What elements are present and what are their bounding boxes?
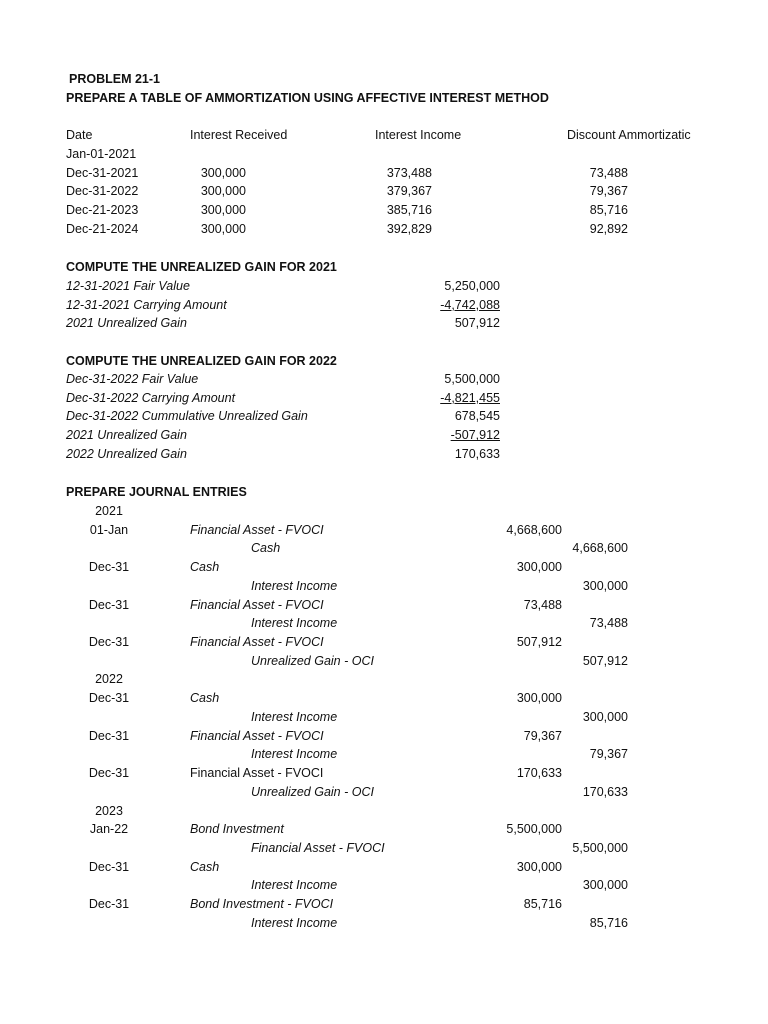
amort-received-cell: 300,000	[200, 203, 246, 218]
journal-row	[0, 876, 768, 895]
journal-debit-account: Financial Asset - FVOCI	[190, 728, 324, 743]
journal-credit-account: Interest Income	[251, 915, 338, 930]
journal-row	[0, 558, 768, 577]
amort-header-income: Interest Income	[375, 128, 462, 142]
journal-row	[0, 652, 768, 671]
table-row	[0, 426, 768, 445]
table-row	[0, 389, 768, 408]
journal-credit-amount: 507,912	[582, 653, 628, 668]
amort-received-cell: 300,000	[200, 221, 246, 236]
journal-row	[0, 539, 768, 558]
gain-value-cell: -4,742,088	[440, 297, 500, 312]
journal-row	[0, 633, 768, 652]
gain-label-cell: Dec-31-2022 Carrying Amount	[66, 390, 236, 405]
journal-row	[0, 895, 768, 914]
journal-credit-account: Interest Income	[251, 578, 338, 593]
journal-date-cell: Dec-31	[88, 635, 130, 650]
table-row	[0, 314, 768, 333]
journal-date-cell: 2023	[95, 803, 123, 818]
journal-row	[0, 783, 768, 802]
journal-debit-account: Financial Asset - FVOCI	[190, 766, 324, 781]
journal-date-cell: 2021	[95, 504, 123, 518]
journal-debit-account: Cash	[190, 560, 220, 575]
journal-row	[0, 689, 768, 708]
amort-header-discount: Discount Ammortizatic	[567, 128, 691, 142]
journal-credit-amount: 4,668,600	[572, 541, 628, 556]
journal-debit-account: Bond Investment - FVOCI	[190, 897, 334, 912]
journal-row	[0, 745, 768, 764]
table-row	[0, 296, 768, 315]
journal-date-cell: 01-Jan	[89, 522, 129, 537]
amort-header-date: Date	[66, 128, 93, 142]
gain-label-cell: 12-31-2021 Carrying Amount	[66, 297, 227, 312]
gain-label-cell: 2021 Unrealized Gain	[66, 316, 187, 331]
journal-date-cell: Jan-22	[89, 822, 129, 837]
journal-row	[0, 596, 768, 615]
journal-debit-amount: 300,000	[516, 859, 562, 874]
journal-date-cell: Dec-31	[88, 859, 130, 874]
amort-discount-cell: 92,892	[589, 221, 628, 236]
journal-credit-amount: 300,000	[582, 709, 628, 724]
journal-credit-amount: 85,716	[589, 915, 628, 930]
journal-debit-account: Financial Asset - FVOCI	[190, 635, 324, 650]
journal-credit-account: Interest Income	[251, 709, 338, 724]
table-row	[0, 277, 768, 296]
journal-row	[0, 614, 768, 633]
journal-row	[0, 820, 768, 839]
journal-credit-amount: 170,633	[582, 784, 628, 799]
journal-credit-account: Interest Income	[251, 878, 338, 893]
journal-credit-account: Cash	[251, 541, 281, 556]
amort-received-cell: 300,000	[200, 184, 246, 199]
table-row	[0, 145, 768, 164]
gain-value-cell: -507,912	[450, 428, 500, 443]
journal-debit-amount: 73,488	[523, 597, 562, 612]
journal-row	[0, 577, 768, 596]
journal-credit-amount: 73,488	[589, 616, 628, 631]
journal-row	[0, 670, 768, 689]
gain-value-cell: 5,500,000	[444, 372, 500, 386]
journal-credit-account: Unrealized Gain - OCI	[251, 653, 374, 668]
journal-debit-account: Cash	[190, 691, 220, 706]
journal-debit-account: Cash	[190, 859, 220, 874]
journal-row	[0, 764, 768, 783]
amort-header-received: Interest Received	[190, 128, 288, 142]
amort-income-cell: 392,829	[386, 221, 432, 236]
journal-row	[0, 502, 768, 521]
journal-credit-account: Interest Income	[251, 616, 338, 631]
journal-row	[0, 858, 768, 877]
amort-date-cell: Dec-31-2021	[66, 165, 139, 180]
journal-credit-account: Unrealized Gain - OCI	[251, 784, 374, 799]
journal-debit-amount: 85,716	[523, 897, 562, 912]
table-row	[0, 220, 768, 239]
journal-credit-account: Financial Asset - FVOCI	[251, 840, 385, 855]
gain-value-cell: 507,912	[454, 316, 500, 331]
gain-label-cell: Dec-31-2022 Cummulative Unrealized Gain	[66, 409, 308, 424]
amort-date-cell: Dec-21-2024	[66, 221, 139, 236]
amort-discount-cell: 85,716	[589, 203, 628, 218]
problem-title: PROBLEM 21-1	[69, 72, 160, 86]
journal-debit-amount: 300,000	[516, 691, 562, 706]
gain-label-cell: 2021 Unrealized Gain	[66, 428, 187, 443]
amort-income-cell: 373,488	[386, 165, 432, 180]
journal-credit-account: Interest Income	[251, 747, 338, 762]
journal-debit-account: Bond Investment	[190, 822, 284, 837]
table-row	[0, 407, 768, 426]
journal-credit-amount: 5,500,000	[572, 840, 628, 855]
journal-title: PREPARE JOURNAL ENTRIES	[66, 485, 247, 499]
journal-debit-amount: 507,912	[516, 635, 562, 650]
amort-received-cell: 300,000	[200, 165, 246, 180]
amort-discount-cell: 79,367	[589, 184, 628, 199]
table-row	[0, 182, 768, 201]
gain-2021-title: COMPUTE THE UNREALIZED GAIN FOR 2021	[66, 260, 337, 274]
journal-credit-amount: 300,000	[582, 878, 628, 893]
journal-debit-account: Financial Asset - FVOCI	[190, 597, 324, 612]
journal-debit-amount: 79,367	[523, 728, 562, 743]
gain-2022-title: COMPUTE THE UNREALIZED GAIN FOR 2022	[66, 354, 337, 368]
instruction-heading: PREPARE A TABLE OF AMMORTIZATION USING AFFECTIVE INTEREST METHOD	[66, 91, 549, 105]
journal-debit-amount: 300,000	[516, 560, 562, 575]
journal-debit-amount: 4,668,600	[506, 522, 562, 537]
journal-credit-amount: 79,367	[589, 747, 628, 762]
amort-income-cell: 385,716	[386, 203, 432, 218]
gain-label-cell: 12-31-2021 Fair Value	[66, 279, 190, 293]
gain-value-cell: 170,633	[454, 446, 500, 461]
amort-discount-cell: 73,488	[589, 165, 628, 180]
journal-row	[0, 839, 768, 858]
journal-row	[0, 727, 768, 746]
journal-row	[0, 521, 768, 540]
gain-label-cell: Dec-31-2022 Fair Value	[66, 372, 199, 386]
journal-date-cell: Dec-31	[88, 728, 130, 743]
journal-row	[0, 914, 768, 933]
journal-date-cell: Dec-31	[88, 597, 130, 612]
journal-date-cell: Dec-31	[88, 691, 130, 706]
gain-value-cell: 5,250,000	[444, 279, 500, 293]
journal-date-cell: 2022	[95, 672, 123, 687]
table-row	[0, 164, 768, 183]
gain-value-cell: 678,545	[454, 409, 500, 424]
journal-date-cell: Dec-31	[88, 766, 130, 781]
journal-date-cell: Dec-31	[88, 560, 130, 575]
table-row	[0, 370, 768, 389]
journal-row	[0, 802, 768, 821]
gain-label-cell: 2022 Unrealized Gain	[66, 446, 187, 461]
journal-date-cell: Dec-31	[88, 897, 130, 912]
amort-income-cell: 379,367	[386, 184, 432, 199]
table-row	[0, 201, 768, 220]
journal-row	[0, 708, 768, 727]
amort-date-cell: Dec-21-2023	[66, 203, 139, 218]
journal-debit-amount: 5,500,000	[506, 822, 562, 837]
amort-date-cell: Jan-01-2021	[66, 147, 137, 161]
table-row	[0, 445, 768, 464]
gain-value-cell: -4,821,455	[440, 390, 500, 405]
journal-debit-amount: 170,633	[516, 766, 562, 781]
amort-date-cell: Dec-31-2022	[66, 184, 139, 199]
journal-debit-account: Financial Asset - FVOCI	[190, 522, 324, 537]
journal-credit-amount: 300,000	[582, 578, 628, 593]
